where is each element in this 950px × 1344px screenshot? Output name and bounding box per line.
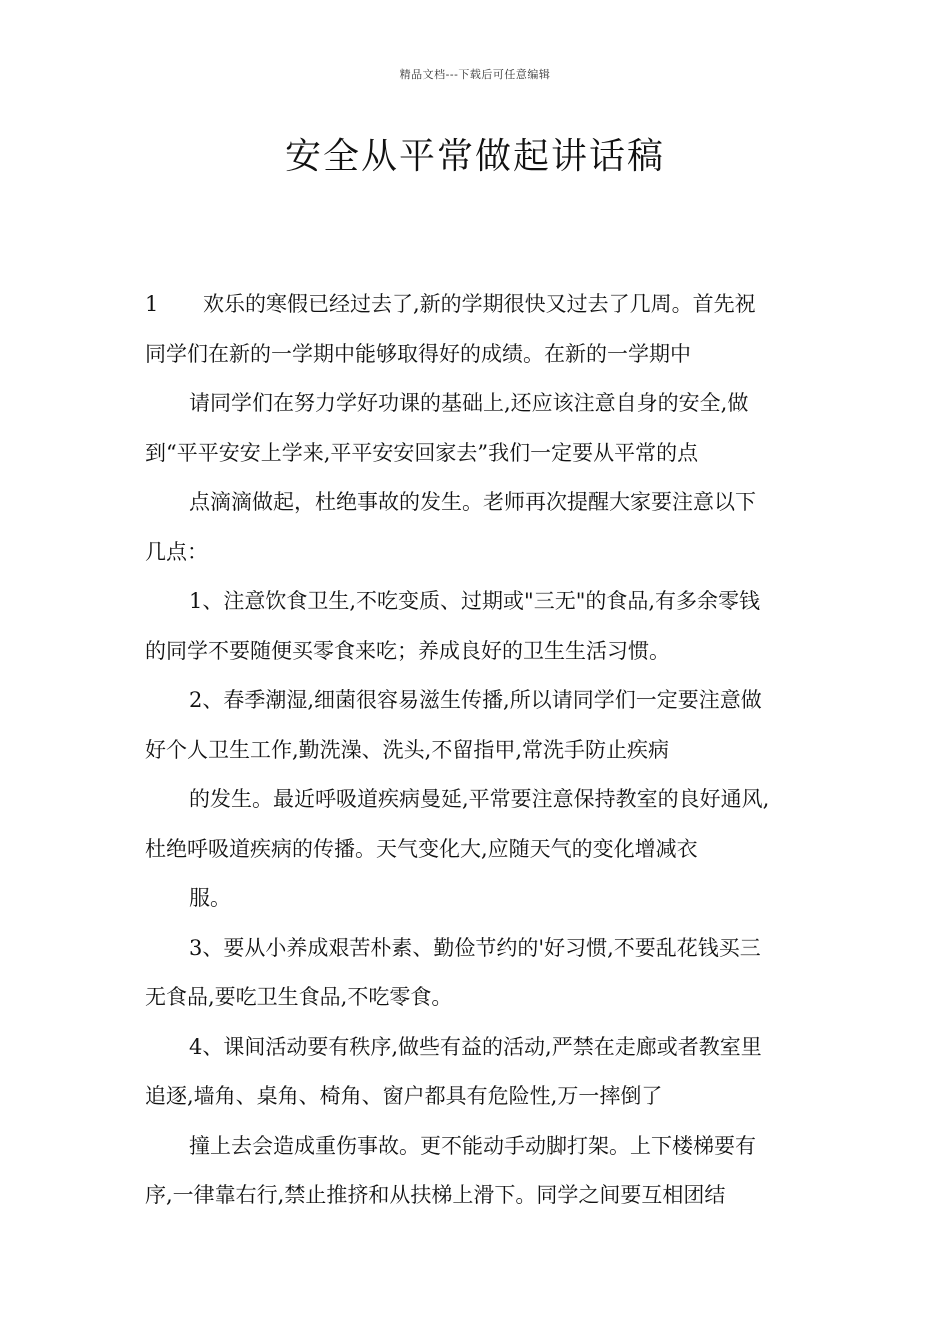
- paragraph-line: 服。: [189, 886, 231, 910]
- paragraph-line: 点滴滴做起，杜绝事故的发生。老师再次提醒大家要注意以下: [189, 490, 756, 514]
- page-title: 安全从平常做起讲话稿: [284, 136, 665, 177]
- paragraph-line: 几点：: [145, 539, 208, 564]
- paragraph-line: 请同学们在努力学好功课的基础上,还应该注意自身的安全,做: [189, 391, 749, 415]
- paragraph-number: 1: [145, 292, 159, 316]
- paragraph-line: 的发生。最近呼吸道疾病曼延,平常要注意保持教室的良好通风,: [189, 787, 770, 811]
- line-text: 欢乐的寒假已经过去了,新的学期很快又过去了几周。首先祝: [203, 292, 756, 316]
- document-body: [145, 280, 810, 1221]
- paragraph-line: 3、要从小养成艰苦朴素、勤俭节约的'好习惯,不要乱花钱买三: [189, 935, 761, 960]
- paragraph-line: 追逐,墙角、桌角、椅角、窗户都具有危险性,万一摔倒了: [145, 1084, 663, 1108]
- paragraph-line: 杜绝呼吸道疾病的传播。天气变化大,应随天气的变化增减衣: [145, 836, 698, 861]
- paragraph-line: 到“平平安安上学来,平平安安回家去”我们一定要从平常的点: [145, 440, 699, 465]
- paragraph-line: 2、春季潮湿,细菌很容易滋生传播,所以请同学们一定要注意做: [189, 688, 762, 712]
- paragraph-line: 好个人卫生工作,勤洗澡、洗头,不留指甲,常洗手防止疾病: [145, 737, 670, 762]
- paragraph-line: 同学们在新的一学期中能够取得好的成绩。在新的一学期中: [145, 341, 691, 366]
- paragraph-line: 无食品,要吃卫生食品,不吃零食。: [145, 985, 453, 1009]
- paragraph-line: 撞上去会造成重伤事故。更不能动手动脚打架。上下楼梯要有: [189, 1133, 756, 1158]
- paragraph-line: 序,一律靠右行,禁止推挤和从扶梯上滑下。同学之间要互相团结: [145, 1183, 726, 1207]
- paragraph-line: [145, 280, 810, 330]
- paragraph-line: 的同学不要随便买零食来吃；养成良好的卫生生活习惯。: [145, 638, 670, 663]
- paragraph-line: 1、注意饮食卫生,不吃变质、过期或"三无"的食品,有多余零钱: [189, 589, 761, 613]
- paragraph-line: 4、课间活动要有秩序,做些有益的活动,严禁在走廊或者教室里: [189, 1034, 762, 1059]
- header-note: 精品文档---下载后可任意编辑: [399, 68, 551, 81]
